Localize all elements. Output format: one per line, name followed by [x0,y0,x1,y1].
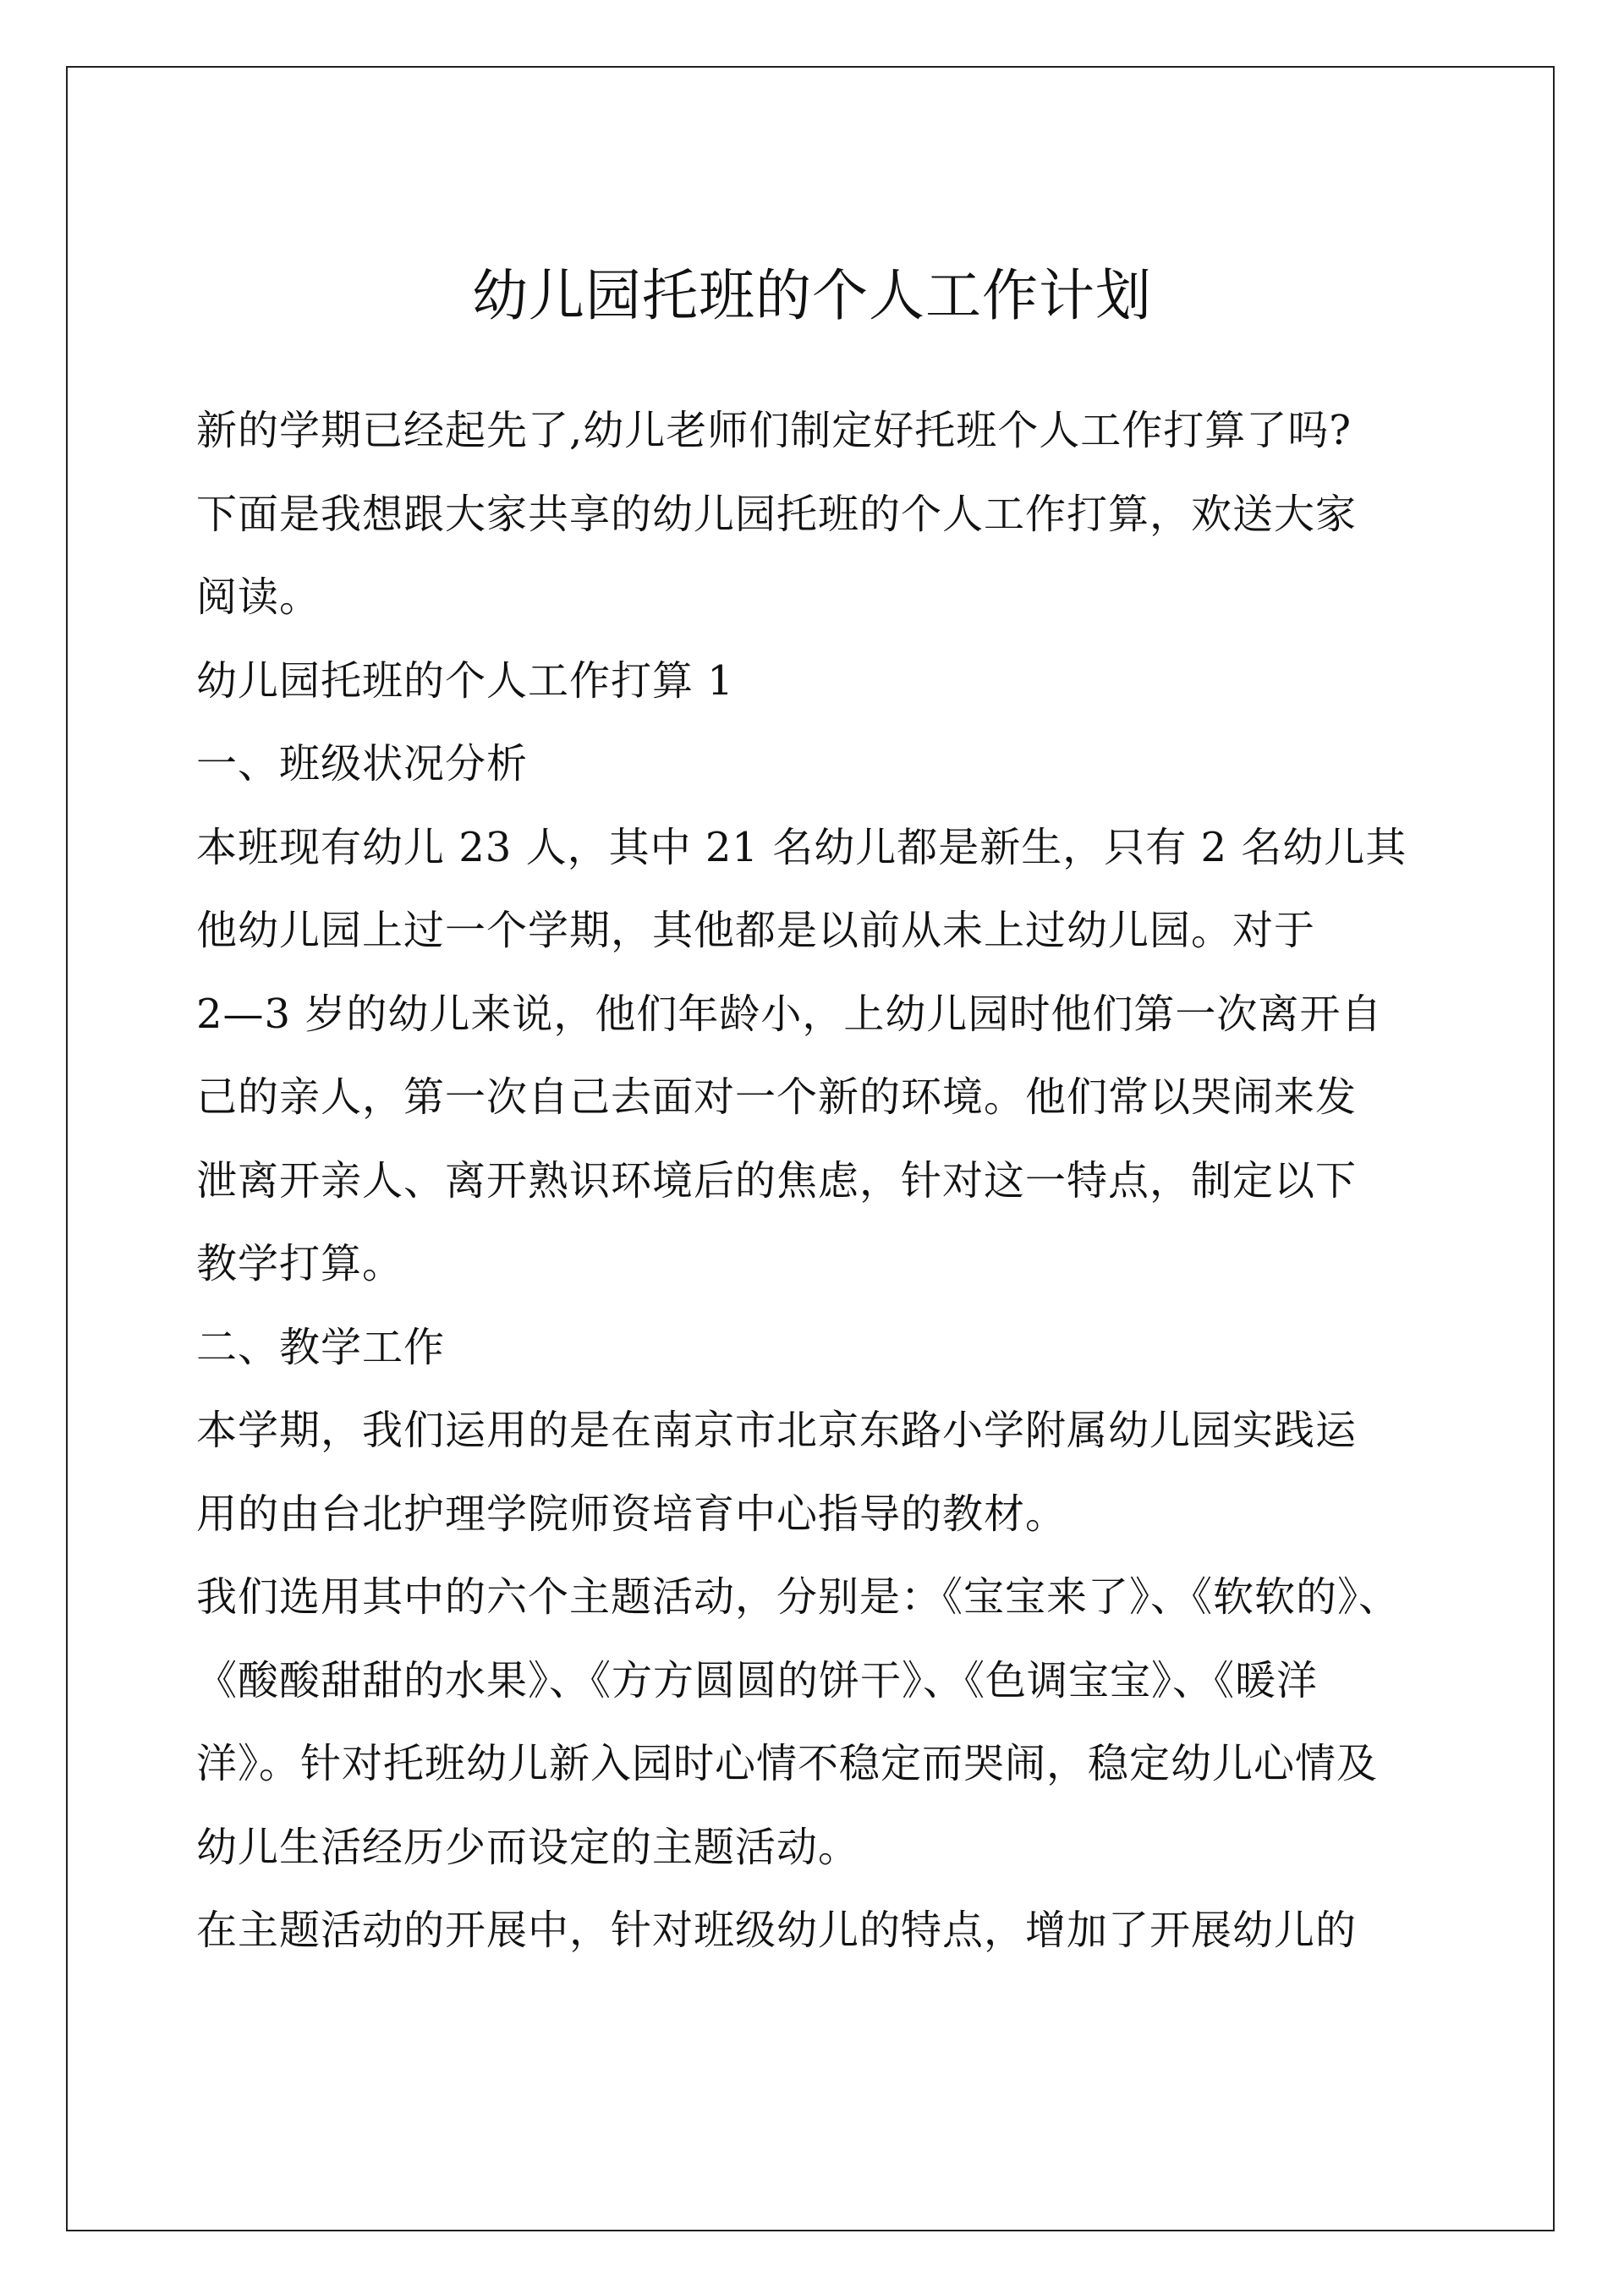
text-line: 本学期，我们运用的是在南京市北京东路小学附属幼儿园实践运 [196,1407,1358,1454]
text-line: 2—3 岁的幼儿来说，他们年龄小，上幼儿园时他们第一次离开自 [196,990,1383,1038]
text-line: 我们选用其中的六个主题活动，分别是：《宝宝来了》、《软软的》、 [196,1573,1401,1621]
section-heading: 一、班级状况分析 [196,740,529,788]
section-heading: 幼儿园托班的个人工作打算 1 [196,656,734,705]
text-line: 泄离开亲人、离开熟识环境后的焦虑，针对这一特点，制定以下 [196,1156,1358,1205]
text-line: 己的亲人，第一次自己去面对一个新的环境。他们常以哭闹来发 [196,1073,1358,1121]
text-line: 幼儿生活经历少而设定的主题活动。 [196,1823,860,1871]
text-line: 洋》。针对托班幼儿新入园时心情不稳定而哭闹，稳定幼儿心情及 [196,1740,1379,1787]
text-line: 《酸酸甜甜的水果》、《方方圆圆的饼干》、《色调宝宝》、《暖洋 [196,1656,1319,1704]
text-line: 教学打算。 [196,1240,404,1287]
document-title: 幼儿园托班的个人工作计划 [472,263,1152,328]
document-body [196,389,1448,1973]
section-heading: 二、教学工作 [196,1323,446,1371]
text-line: 阅读。 [196,574,321,621]
text-line: 在主题活动的开展中，针对班级幼儿的特点，增加了开展幼儿的 [196,1907,1358,1954]
text-line: 新的学期已经起先了,幼儿老师们制定好托班个人工作打算了吗? [196,407,1352,454]
text-line: 本班现有幼儿 23 人，其中 21 名幼儿都是新生，只有 2 名幼儿其 [196,823,1407,871]
text-line: 下面是我想跟大家共享的幼儿园托班的个人工作打算，欢送大家 [196,490,1358,538]
text-line: 用的由台北护理学院师资培育中心指导的教材。 [196,1490,1067,1538]
text-line: 他幼儿园上过一个学期，其他都是以前从未上过幼儿园。对于 [196,907,1316,954]
